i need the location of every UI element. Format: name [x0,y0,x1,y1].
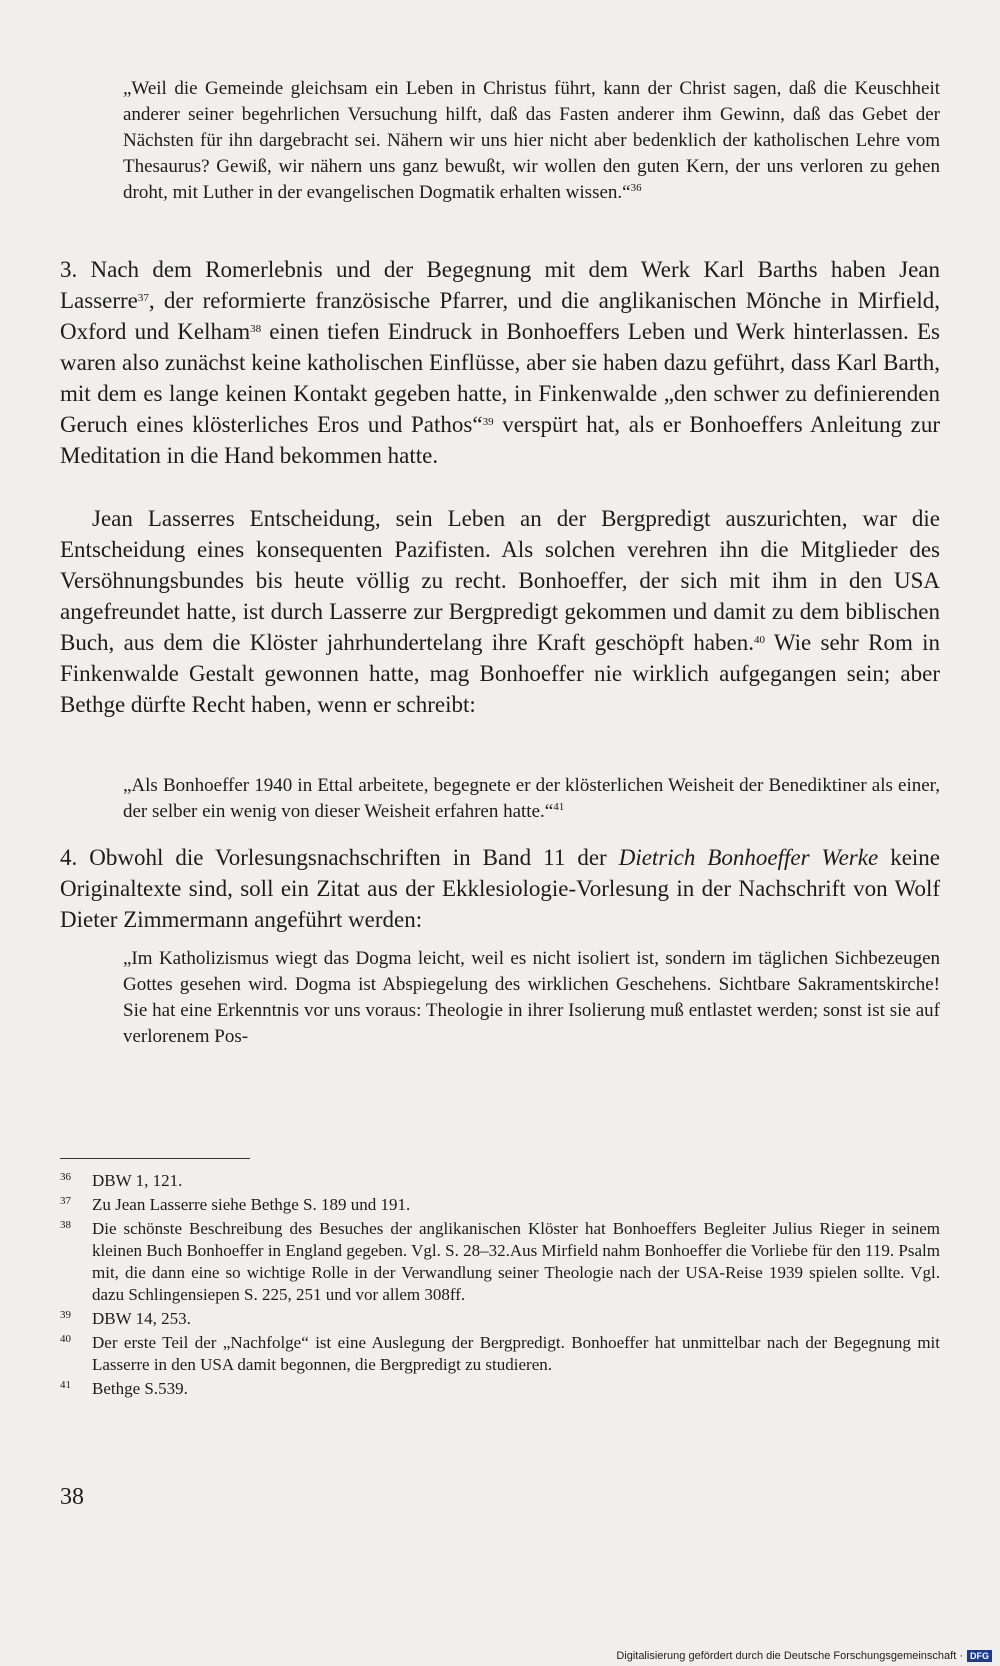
footnote-number: 37 [60,1195,71,1207]
footnote-ref-40: 40 [754,634,765,646]
quote-3-text: „Im Katholizismus wiegt das Dogma leicht, weil es nicht isoliert ist, sondern im täglichen Sichbezeugen Gottes gesehen wird. Dogma ist Abspiegelung des wirklichen Geschehens. Sichtbare Sakramentskirche! Sie hat eine Erkenntnis vor uns voraus: Theologie in ihrer Isolierung muß entlastet werden; sonst ist sie auf verlorenem Pos- [123,948,940,1047]
footnote-40 [60,1332,940,1376]
dfg-logo: DFG [967,1650,992,1662]
block-quote-2 [123,773,940,825]
footnotes [60,1170,940,1402]
block-quote-1 [123,76,940,206]
block-quote-3 [123,946,940,1050]
footnote-divider [60,1158,250,1159]
footnote-text: DBW 14, 253. [92,1309,191,1328]
footnote-ref-39: 39 [482,416,494,428]
credit-text: Digitalisierung gefördert durch die Deutsche Forschungsgemeinschaft · [616,1650,963,1662]
para-3-text-d: verspürt hat, als er Bonhoeffers Anleitung zur Meditation in die Hand bekommen hatte. [60,412,940,468]
footnote-38 [60,1218,940,1306]
para-4-text-b: keine Originaltexte sind, soll ein Zitat aus der Ekklesiologie-Vorlesung in der Nachschrift von Wolf Dieter Zimmermann angeführt werden: [60,845,940,932]
footnote-number: 38 [60,1219,71,1231]
footnote-text: Die schönste Beschreibung des Besuches der anglikanischen Klöster hat Bonhoeffers Begleiter Julius Rieger in seinem kleinen Buch Bonhoeffer in England gegeben. Vgl. S. 28–32.Aus Mirfield nahm Bonhoeffer die Vorliebe für den 119. Psalm mit, die dann eine so wichtige Rolle in der Verwandlung seiner Theologie nach der USA-Reise 1939 spielen sollte. Vgl. dazu Schlingensiepen S. 225, 251 und vor allem 308ff. [92,1219,940,1304]
footnote-ref-41: 41 [553,801,565,813]
footnote-ref-37: 37 [137,292,149,304]
page-number: 38 [60,1484,84,1510]
footnote-number: 36 [60,1171,71,1183]
footnote-number: 41 [60,1379,71,1391]
footnote-36 [60,1170,940,1192]
para-3b-text-a: Jean Lasserres Entscheidung, sein Leben an der Bergpredigt auszurichten, war die Entscheidung eines konsequenten Pazifisten. Als solchen verehren ihn die Mitglieder des Versöhnungsbundes bis heute völlig zu recht. Bonhoeffer, der sich mit ihm in den USA angefreundet hatte, ist durch Lasserre zur Bergpredigt gekommen und damit zu dem biblischen Buch, aus dem die Klöster jahrhundertelang ihre Kraft geschöpft haben. [60,506,940,655]
book-title: Dietrich Bonhoeffer Werke [618,845,879,870]
footnote-37 [60,1194,940,1216]
footnote-ref-36: 36 [630,182,642,194]
para-3b-text-b: Wie sehr Rom in Finkenwalde Gestalt gewonnen hatte, mag Bonhoeffer nie wirklich aufgegangen sein; aber Bethge dürfte Recht haben, wenn er schreibt: [60,630,940,717]
quote-1-text: „Weil die Gemeinde gleichsam ein Leben in Christus führt, kann der Christ sagen, daß die Keuschheit anderer seiner begehrlichen Versuchung hilft, daß das Fasten anderer ihm Gewinn, daß das Gebet der Nächsten für ihn dargebracht sei. Nähern wir uns hier nicht aber bedenklich der katholischen Lehre vom Thesaurus? Gewiß, wir nähern uns ganz bewußt, wir wollen den guten Kern, der uns verloren zu gehen droht, mit Luther in der evangelischen Dogmatik erhalten wissen.“ [123,78,940,203]
footnote-text: Der erste Teil der „Nachfolge“ ist eine Auslegung der Bergpredigt. Bonhoeffer hat unmittelbar nach der Begegnung mit Lasserre in den USA damit begonnen, die Bergpredigt zu studieren. [92,1333,940,1374]
footnote-ref-38: 38 [250,323,262,335]
footnote-text: DBW 1, 121. [92,1171,183,1190]
footnote-number: 40 [60,1333,71,1345]
paragraph-4 [60,842,940,935]
digitization-credit [616,1650,992,1662]
para-4-text-a: 4. Obwohl die Vorlesungsnachschriften in Band 11 der [60,845,619,870]
para-3-text-a: 3. Nach dem Romerlebnis und der Begegnung mit dem Werk Karl Barths haben Jean Lasserre [60,257,940,313]
paragraph-3 [60,254,940,471]
footnote-number: 39 [60,1309,71,1321]
quote-2-text: „Als Bonhoeffer 1940 in Ettal arbeitete, begegnete er der klösterlichen Weisheit der Benediktiner als einer, der selber ein wenig von dieser Weisheit erfahren hatte.“ [123,775,940,822]
footnote-text: Bethge S.539. [92,1379,188,1398]
footnote-39 [60,1308,940,1330]
footnote-41 [60,1378,940,1400]
para-3-text-b: , der reformierte französische Pfarrer, und die anglikanischen Mönche in Mirfield, Oxford und Kelham [60,288,940,344]
paragraph-3b [60,503,940,720]
footnote-text: Zu Jean Lasserre siehe Bethge S. 189 und 191. [92,1195,411,1214]
para-3-text-c: einen tiefen Eindruck in Bonhoeffers Leben und Werk hinterlassen. Es waren also zunächst keine katholischen Einflüsse, aber sie haben dazu geführt, dass Karl Barth, mit dem es lange keinen Kontakt gegeben hatte, in Finkenwalde „den schwer zu definierenden Geruch eines klösterliches Eros und Pathos“ [60,319,940,437]
